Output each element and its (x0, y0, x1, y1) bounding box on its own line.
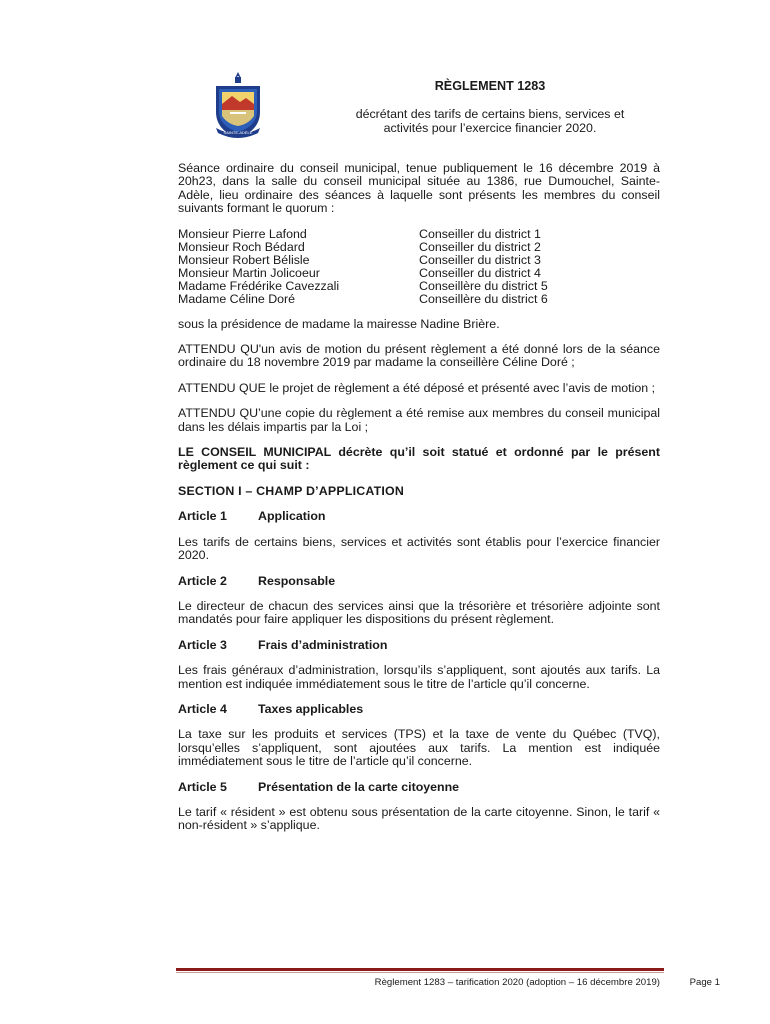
member-name: Monsieur Martin Jolicoeur (178, 265, 320, 280)
article-text: Le tarif « résident » est obtenu sous présentation de la carte citoyenne. Sinon, le tarif « non-résident » s’applique. (178, 804, 660, 833)
document-header (320, 80, 660, 135)
member-name: Monsieur Pierre Lafond (178, 226, 307, 241)
footer-divider-thin (176, 972, 664, 973)
article-title: Frais d’administration (258, 637, 388, 652)
article-title: Application (258, 509, 326, 524)
regulation-subtitle-2: activités pour l’exercice financier 2020. (383, 121, 597, 136)
page-number: Page 1 (689, 977, 720, 988)
regulation-title: RÈGLEMENT 1283 (434, 79, 546, 93)
svg-text:SAINTE-ADÈLE: SAINTE-ADÈLE (223, 130, 253, 135)
article-title: Présentation de la carte citoyenne (258, 779, 460, 794)
municipal-crest-icon (210, 70, 266, 142)
footer-divider (176, 968, 664, 971)
article-heading (178, 510, 660, 523)
article-number: Article 1 (178, 509, 227, 524)
member-role: Conseiller du district 4 (419, 265, 541, 280)
regulation-subtitle-1: décrétant des tarifs de certains biens, services et (355, 107, 625, 122)
attendu-paragraph: ATTENDU QU'un avis de motion du présent règlement a été donné lors de la séance ordinaire du 18 novembre 2019 par madame la conseillère Céline Doré ; (178, 342, 660, 370)
attendu-paragraph: ATTENDU QU’une copie du règlement a été remise aux membres du conseil municipal dans les délais impartis par la Loi ; (178, 406, 660, 434)
article-text: Le directeur de chacun des services ainsi que la trésorière et trésorière adjointe sont mandatés pour faire appliquer les dispositions du présent règlement. (178, 598, 660, 627)
article-title: Taxes applicables (258, 701, 364, 716)
article-number: Article 3 (178, 637, 227, 652)
member-name: Monsieur Roch Bédard (178, 239, 305, 254)
intro-paragraph: Séance ordinaire du conseil municipal, tenue publiquement le 16 décembre 2019 à 20h23, dans la salle du conseil municipal située au 1386, rue Dumouchel, Sainte-Adèle, lieu ordinaire des séances à laquelle sont présents les membres du conseil suivants formant le quorum : (178, 161, 660, 216)
article-number: Article 2 (178, 573, 227, 588)
document-body (178, 162, 660, 845)
article-text: Les frais généraux d’administration, lorsqu’ils s’appliquent, sont ajoutés aux tarifs. La mention est indiquée immédiatement sous le titre de l’article qu’il concerne. (178, 663, 660, 691)
article-heading (178, 703, 660, 716)
article-text: Les tarifs de certains biens, services et activités sont établis pour l’exercice financier 2020. (178, 534, 660, 563)
member-role: Conseillère du district 6 (419, 291, 548, 306)
article-title: Responsable (258, 573, 336, 588)
attendu-paragraph: ATTENDU QUE le projet de règlement a été déposé et présenté avec l’avis de motion ; (178, 380, 656, 395)
article-heading (178, 639, 660, 652)
member-name: Madame Céline Doré (178, 291, 296, 306)
member-role: Conseillère du district 5 (419, 278, 548, 293)
article-number: Article 4 (178, 701, 227, 716)
decree-paragraph: LE CONSEIL MUNICIPAL décrète qu’il soit statué et ordonné par le présent règlement ce qui suit : (178, 445, 660, 473)
member-name: Monsieur Robert Bélisle (178, 252, 310, 267)
member-role: Conseiller du district 3 (419, 252, 541, 267)
article-number: Article 5 (178, 779, 227, 794)
member-role: Conseiller du district 1 (419, 226, 541, 241)
member-role: Conseiller du district 2 (419, 239, 541, 254)
article-text: La taxe sur les produits et services (TPS) et la taxe de vente du Québec (TVQ), lorsqu’elles s’appliquent, sont ajoutées aux tarifs. La mention est indiquée immédiatement sous le titre de l’article qu’il concerne. (178, 727, 660, 769)
footer-text: Règlement 1283 – tarification 2020 (adoption – 16 décembre 2019) (374, 977, 660, 988)
member-name: Madame Frédérike Cavezzali (178, 278, 340, 293)
article-heading (178, 575, 660, 588)
council-members (178, 228, 660, 306)
section-title: SECTION I – CHAMP D’APPLICATION (178, 483, 405, 498)
presidency-paragraph: sous la présidence de madame la mairesse Nadine Brière. (178, 316, 500, 331)
article-heading (178, 781, 660, 794)
